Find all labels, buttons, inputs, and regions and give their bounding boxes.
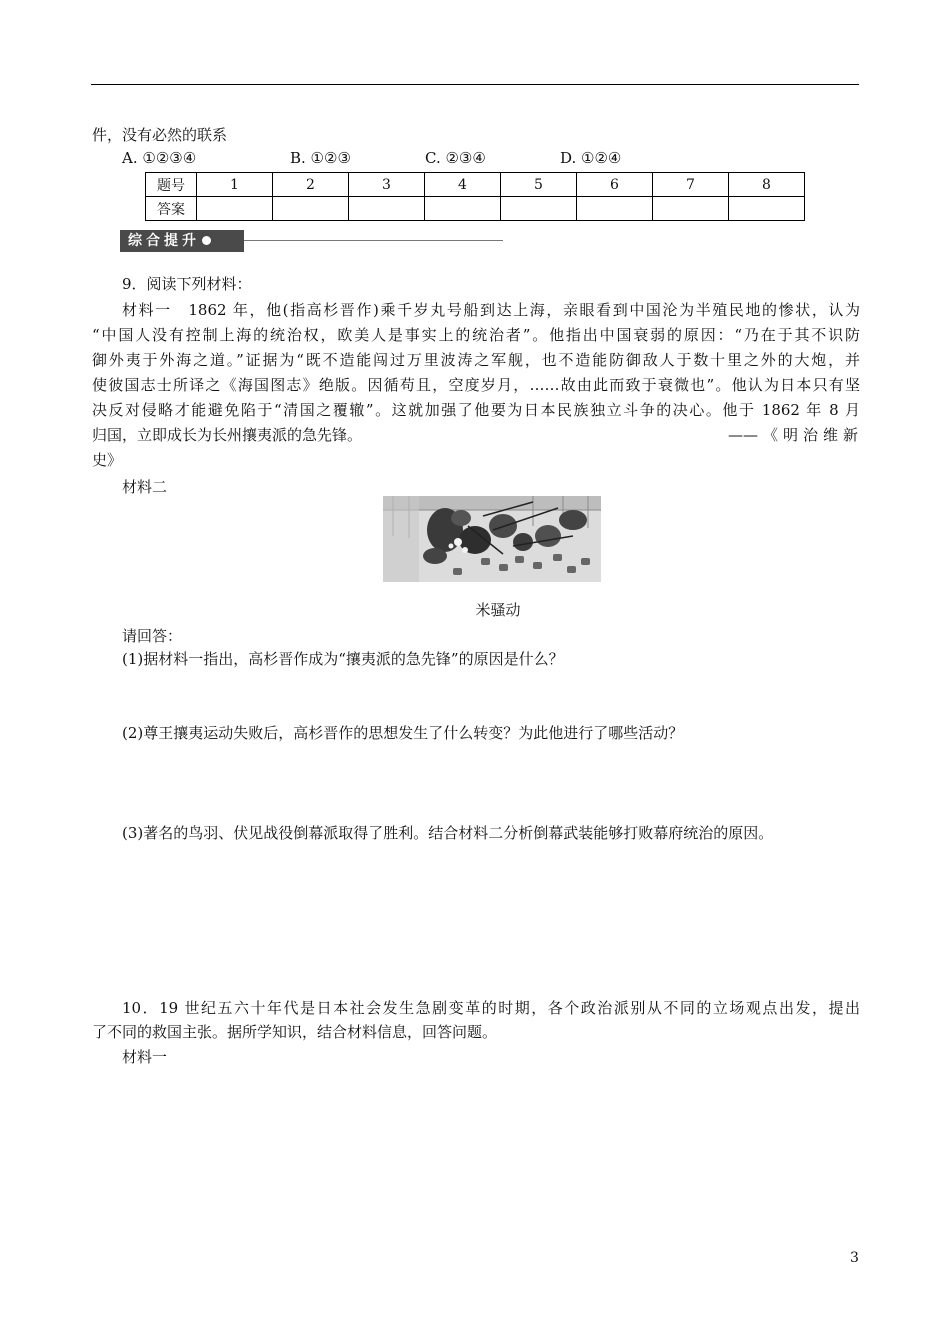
option-a: A. ①②③④ [122,149,197,167]
number-cell: 6 [577,173,653,197]
answer-table [145,172,805,221]
q9-sub2: (2)尊王攘夷运动失败后，高杉晋作的思想发生了什么转变？为此他进行了哪些活动？ [122,724,684,742]
q9-m2-label: 材料二 [122,478,168,496]
q8-tail-text: 件，没有必然的联系 [92,126,228,144]
row-label-answer: 答案 [146,197,197,221]
number-cell: 3 [349,173,425,197]
q9-m1-line: 材料一 1862 年，他(指高杉晋作)乘千岁丸号船到达上海，亲眼看到中国沦为半殖民地的惨状，认为 [122,301,860,319]
option-b: B. ①②③ [290,149,351,167]
section-banner [120,230,244,252]
q9-sub1: (1)据材料一指出，高杉晋作成为“攘夷派的急先锋”的原因是什么？ [122,650,564,668]
q9-sub3: (3)著名的鸟羽、伏见战役倒幕派取得了胜利。结合材料二分析倒幕武装能够打败幕府统治的原因。 [122,824,774,842]
q9-m1-line: 御外夷于外海之道。”证据为“既不造能闯过万里波涛之军舰，也不造能防御敌人于数十里之外的大炮，并 [92,351,860,369]
answer-cell[interactable] [273,197,349,221]
answer-cell[interactable] [653,197,729,221]
bullet-dot-icon [202,236,211,245]
table-row [146,173,805,197]
section-banner-label: 综合提升 [128,233,200,249]
table-row [146,197,805,221]
page-number: 3 [850,1250,859,1266]
q9-m1-source-end: 史》 [92,451,123,469]
answer-cell[interactable] [501,197,577,221]
row-label-number: 题号 [146,173,197,197]
q9-ask: 请回答： [122,627,183,645]
number-cell: 1 [197,173,273,197]
banner-rule [244,240,503,241]
q9-intro: 9．阅读下列材料： [122,275,252,293]
q9-m1-source: ——《明治维新 [728,426,858,444]
number-cell: 7 [653,173,729,197]
q10-line: 了不同的救国主张。据所学知识，结合材料信息，回答问题。 [92,1023,498,1041]
rice-riot-illustration [383,496,601,582]
q9-m1-line: 归国，立即成长为长州攘夷派的急先锋。 [92,426,363,444]
answer-cell[interactable] [349,197,425,221]
q9-m1-line: 使彼国志士所译之《海国图志》绝版。因循苟且，空度岁月，……故由此而致于衰微也”。他认为日本只有坚 [92,376,860,394]
number-cell: 5 [501,173,577,197]
number-cell: 2 [273,173,349,197]
q10-line: 10．19 世纪五六十年代是日本社会发生急剧变革的时期，各个政治派别从不同的立场观点出发，提出 [122,999,860,1017]
number-cell: 8 [729,173,805,197]
option-c: C. ②③④ [425,149,486,167]
option-d: D. ①②④ [560,149,622,167]
image-caption: 米骚动 [475,601,521,619]
header-rule [91,84,859,85]
answer-cell[interactable] [197,197,273,221]
q9-m1-line: “中国人没有控制上海的统治权，欧美人是事实上的统治者”。他指出中国衰弱的原因：“乃在于其不识防 [92,326,860,344]
number-cell: 4 [425,173,501,197]
answer-cell[interactable] [425,197,501,221]
q10-m1-label: 材料一 [122,1048,168,1066]
answer-cell[interactable] [577,197,653,221]
q9-m1-line: 决反对侵略才能避免陷于“清国之覆辙”。这就加强了他要为日本民族独立斗争的决心。他于 1862 年 8 月 [92,401,860,419]
answer-cell[interactable] [729,197,805,221]
